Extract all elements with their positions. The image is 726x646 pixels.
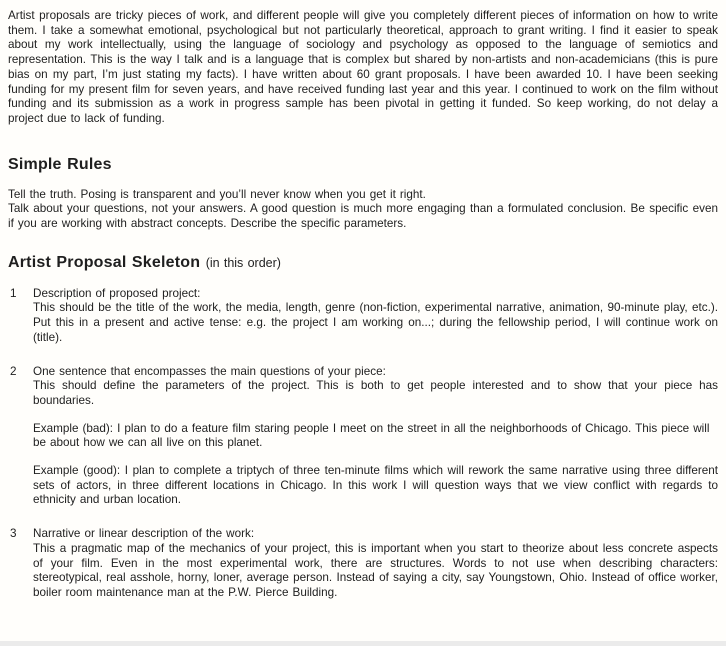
skeleton-list [8,287,718,601]
item-2-example-good: Example (good): I plan to complete a triptych of three ten-minute films which will rework the same narrative using three different sets of actors, in three different locations in Chicago. In this work I will question ways that we view conflict with regards to ethnicity and urban location. [33,464,718,507]
skeleton-heading-title: Artist Proposal Skeleton [8,253,201,271]
rule-line-1: Tell the truth. Posing is transparent and you’ll never know when you get it right. [8,187,426,201]
simple-rules-block [8,188,718,232]
item-3-paragraph: This a pragmatic map of the mechanics of your project, this is important when you start to theorize about less concrete aspects of your film. Even in the most experimental work, there are structures. Words to not use when describing characters: stereotypical, real asshole, horny, loner, average person. Instead of saying a city, say Youngstown, Ohio. Instead of office worker, boiler room maintenance man at the P.W. Pierce Building. [33,541,718,599]
item-3-number: 3 [10,527,17,541]
skeleton-heading [8,253,718,273]
skeleton-item-2 [8,365,718,509]
intro-paragraph: Artist proposals are tricky pieces of work, and different people will give you completely different pieces of information on how to write them. I take a somewhat emotional, psychological but not particularly theoretical, approach to grant writing. I find it easier to speak about my work intellectually, using the language of sociology and psychology as opposed to the language of semiotics and representation. This is the way I talk and is a language that is complex but shared by non-artists and non-academicians (this is pure bias on my part, I’m just stating my facts). I have written about 60 grant proposals. I have been awarded 10. I have been seeking funding for my present film for seven years, and have received funding last year and this year. I continued to work on the film without funding and its submission as a work in progress sample has been pivotal in getting it funded. So keep working, do not delay a project due to lack of funding. [8,9,718,125]
simple-rules-heading: Simple Rules [8,155,112,173]
skeleton-heading-note: (in this order) [205,255,281,270]
item-2-paragraph: This should define the parameters of the project. This is both to get people interested and to show that your piece has boundaries. [33,379,718,407]
item-1-number: 1 [10,286,17,300]
item-2-title: One sentence that encompasses the main questions of your piece: [33,364,386,378]
item-1-paragraph: This should be the title of the work, the media, length, genre (non-fiction, experimental narrative, animation, 90-minute play, etc.). Put this in a present and active tense: e.g. the project I am working on...; during the fellowship period, I will continue work on (title). [33,301,718,344]
rule-line-2: Talk about your questions, not your answers. A good question is much more engaging than a formulated conclusion. Be specific even if you are working with abstract concepts. Describe the specific parameters. [8,202,718,231]
item-3-title: Narrative or linear description of the work: [33,527,255,541]
page-bottom-edge [0,641,726,646]
item-2-number: 2 [10,364,17,378]
skeleton-item-3 [8,527,718,601]
item-1-title: Description of proposed project: [33,286,201,300]
skeleton-item-1 [8,287,718,346]
item-2-example-bad: Example (bad): I plan to do a feature film staring people I meet on the street in all the neighborhoods of Chicago. This piece will be about how we can all live on this planet. [33,421,710,450]
